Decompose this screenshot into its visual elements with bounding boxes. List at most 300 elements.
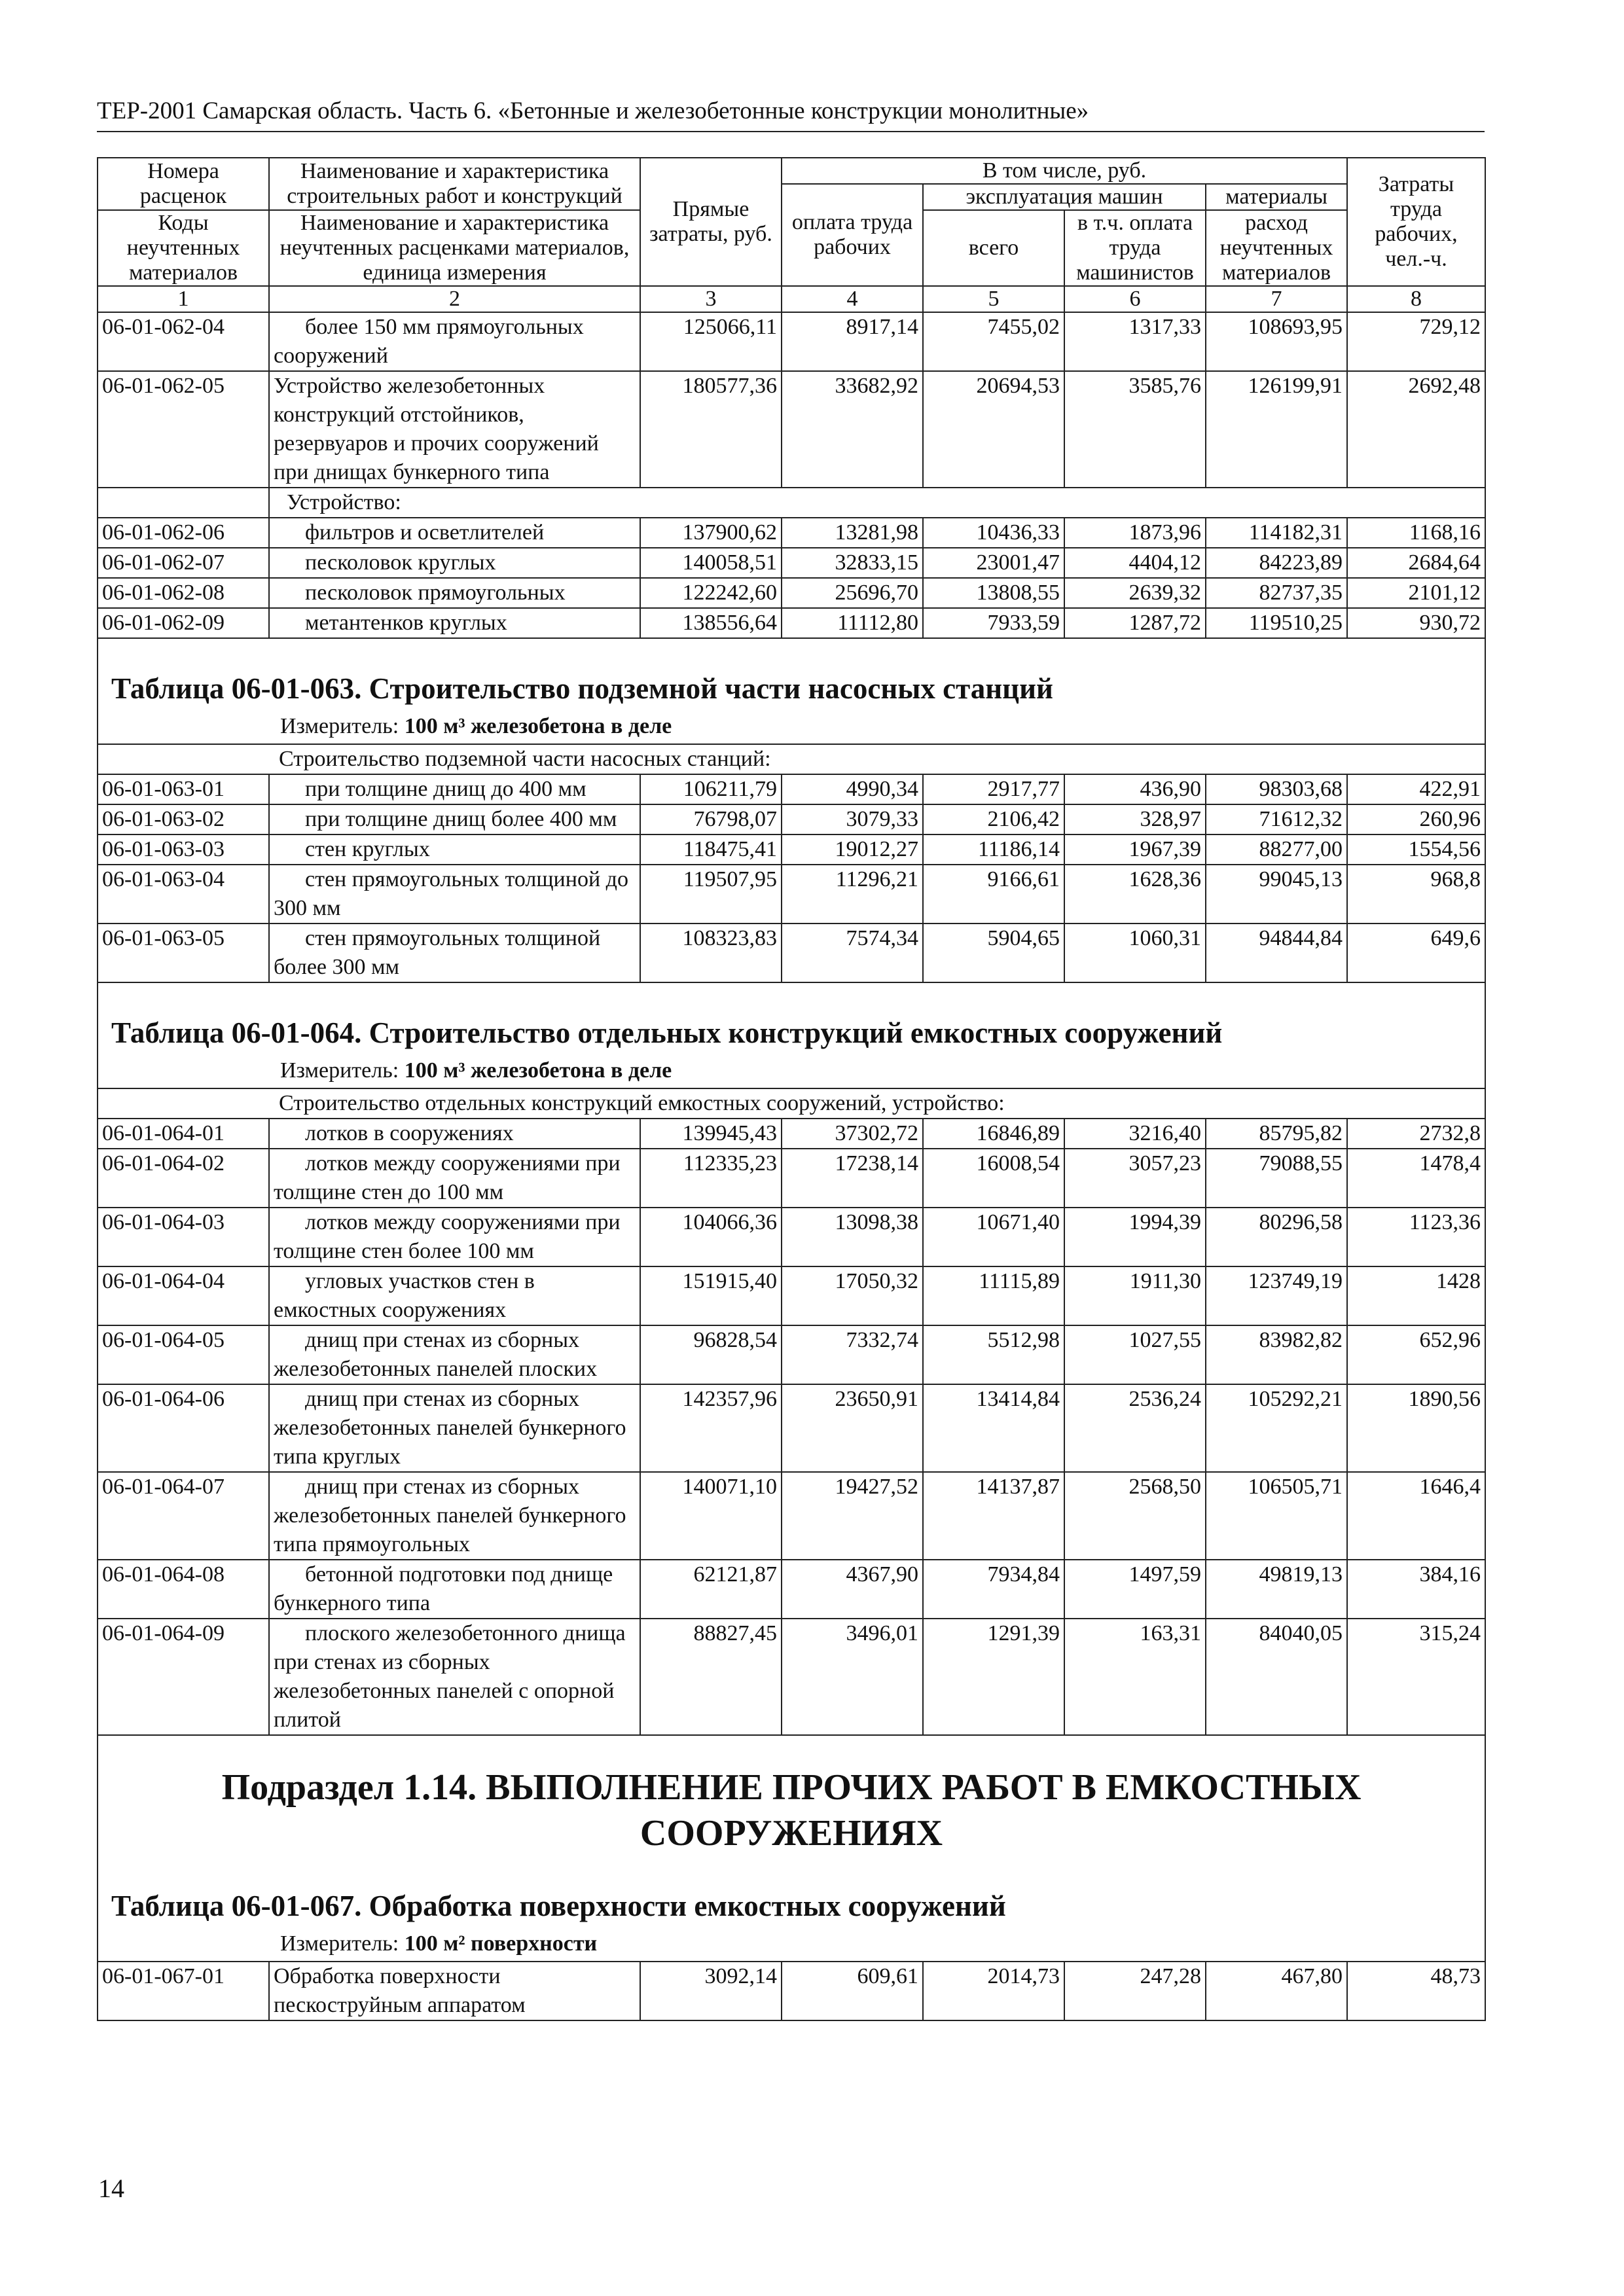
unit-label: Измеритель: bbox=[280, 1058, 399, 1083]
col-operator-pay: в т.ч. оплата труда машинистов bbox=[1064, 210, 1206, 286]
work-description bbox=[269, 1560, 640, 1619]
machines-total-value-text: 23001,47 bbox=[976, 550, 1060, 575]
operator-pay-value bbox=[1064, 312, 1206, 371]
machines-total-value-text: 13414,84 bbox=[976, 1387, 1060, 1411]
operator-pay-value-text: 436,90 bbox=[1140, 777, 1201, 801]
work-description-text: плоского железобетонного днища при стенах из сборных железобетонных панелей с опорной плитой bbox=[274, 1621, 626, 1732]
table-row bbox=[98, 518, 1485, 548]
section-label: Строительство подземной части насосных станций: bbox=[279, 747, 771, 771]
section-label: Строительство отдельных конструкций емкостных сооружений, устройство: bbox=[279, 1091, 1005, 1115]
materials-value bbox=[1206, 1149, 1347, 1208]
direct-costs-value bbox=[640, 865, 782, 924]
rate-code-text: 06-01-063-04 bbox=[102, 867, 225, 891]
operator-pay-value-text: 1967,39 bbox=[1128, 837, 1201, 861]
materials-value-text: 49819,13 bbox=[1259, 1562, 1343, 1587]
materials-value-text: 84040,05 bbox=[1259, 1621, 1343, 1645]
materials-value-text: 119510,25 bbox=[1248, 611, 1343, 635]
table-067-unit bbox=[98, 1929, 1485, 1961]
block-062-rows-b bbox=[98, 518, 1485, 638]
direct-costs-value-text: 96828,54 bbox=[693, 1328, 777, 1352]
work-description-text: угловых участков стен в емкостных сооружениях bbox=[274, 1269, 535, 1322]
table-row bbox=[98, 548, 1485, 578]
rate-code-text: 06-01-062-07 bbox=[102, 550, 225, 575]
rate-code-text: 06-01-062-09 bbox=[102, 611, 225, 635]
table-063-rows bbox=[98, 774, 1485, 982]
work-description bbox=[269, 578, 640, 608]
running-header: ТЕР-2001 Самарская область. Часть 6. «Бетонные и железобетонные конструкции монолитные» bbox=[97, 98, 1089, 124]
operator-pay-value bbox=[1064, 1325, 1206, 1384]
column-number: 4 bbox=[782, 286, 923, 312]
materials-value-text: 126199,91 bbox=[1248, 374, 1343, 398]
col-machines: эксплуатация машин bbox=[923, 184, 1206, 210]
direct-costs-value-text: 142357,96 bbox=[682, 1387, 777, 1411]
rate-code-text: 06-01-064-05 bbox=[102, 1328, 225, 1352]
work-description bbox=[269, 548, 640, 578]
col-unaccounted-materials: расход неучтенных материалов bbox=[1206, 210, 1347, 286]
worker-pay-value-text: 32833,15 bbox=[835, 550, 918, 575]
worker-pay-value bbox=[782, 804, 923, 834]
worker-pay-value bbox=[782, 312, 923, 371]
rate-code-text: 06-01-063-02 bbox=[102, 807, 225, 831]
column-numbers-row bbox=[98, 286, 1485, 312]
column-number: 1 bbox=[98, 286, 269, 312]
col-material-codes: Коды неучтенных материалов bbox=[98, 210, 269, 286]
table-063-section bbox=[98, 744, 1485, 774]
worker-pay-value-text: 609,61 bbox=[857, 1964, 918, 1988]
machines-total-value-text: 5904,65 bbox=[987, 926, 1060, 950]
worker-pay-value bbox=[782, 548, 923, 578]
group-label-text: Устройство: bbox=[287, 490, 401, 514]
table-row bbox=[98, 834, 1485, 865]
labor-hours-value bbox=[1347, 578, 1485, 608]
rate-code-text: 06-01-064-06 bbox=[102, 1387, 225, 1411]
block-062-rows-a bbox=[98, 312, 1485, 488]
labor-hours-value bbox=[1347, 1266, 1485, 1325]
labor-hours-value bbox=[1347, 1119, 1485, 1149]
labor-hours-value-text: 260,96 bbox=[1419, 807, 1481, 831]
operator-pay-value-text: 1628,36 bbox=[1128, 867, 1201, 891]
materials-value-text: 80296,58 bbox=[1259, 1210, 1343, 1234]
materials-value-text: 85795,82 bbox=[1259, 1121, 1343, 1145]
machines-total-value bbox=[923, 1619, 1064, 1735]
direct-costs-value bbox=[640, 924, 782, 982]
column-number: 6 bbox=[1064, 286, 1206, 312]
worker-pay-value-text: 8917,14 bbox=[846, 315, 918, 339]
rate-code bbox=[98, 1149, 269, 1208]
work-description-text: песколовок прямоугольных bbox=[305, 581, 566, 605]
direct-costs-value-text: 122242,60 bbox=[682, 581, 777, 605]
materials-value bbox=[1206, 1384, 1347, 1472]
table-064-title: Таблица 06-01-064. Строительство отдельных конструкций емкостных сооружений bbox=[111, 1016, 1223, 1049]
rate-code bbox=[98, 1119, 269, 1149]
unit-value: 100 м² поверхности bbox=[404, 1931, 598, 1956]
operator-pay-value-text: 3057,23 bbox=[1128, 1151, 1201, 1175]
direct-costs-value bbox=[640, 1266, 782, 1325]
operator-pay-value bbox=[1064, 1619, 1206, 1735]
labor-hours-value-text: 1890,56 bbox=[1408, 1387, 1481, 1411]
rate-code bbox=[98, 1266, 269, 1325]
column-number: 5 bbox=[923, 286, 1064, 312]
machines-total-value bbox=[923, 1266, 1064, 1325]
materials-value bbox=[1206, 1560, 1347, 1619]
rate-code-text: 06-01-063-05 bbox=[102, 926, 225, 950]
col-machines-total: всего bbox=[923, 210, 1064, 286]
direct-costs-value bbox=[640, 371, 782, 488]
direct-costs-value bbox=[640, 1962, 782, 2020]
direct-costs-value bbox=[640, 578, 782, 608]
table-row bbox=[98, 924, 1485, 982]
worker-pay-value bbox=[782, 1149, 923, 1208]
labor-hours-value bbox=[1347, 1472, 1485, 1560]
col-material-names: Наименование и характеристика неучтенных расценками материалов, единица измерения bbox=[269, 210, 640, 286]
direct-costs-value-text: 112335,23 bbox=[683, 1151, 777, 1175]
worker-pay-value-text: 25696,70 bbox=[835, 581, 918, 605]
machines-total-value bbox=[923, 1962, 1064, 2020]
operator-pay-value-text: 3585,76 bbox=[1128, 374, 1201, 398]
work-description bbox=[269, 1962, 640, 2020]
labor-hours-value bbox=[1347, 371, 1485, 488]
worker-pay-value-text: 4367,90 bbox=[846, 1562, 918, 1587]
table-064-title-block bbox=[98, 982, 1485, 1088]
worker-pay-value-text: 19012,27 bbox=[835, 837, 918, 861]
direct-costs-value-text: 76798,07 bbox=[693, 807, 777, 831]
materials-value-text: 98303,68 bbox=[1259, 777, 1343, 801]
work-description bbox=[269, 1208, 640, 1266]
machines-total-value-text: 5512,98 bbox=[987, 1328, 1060, 1352]
materials-value bbox=[1206, 608, 1347, 638]
machines-total-value-text: 14137,87 bbox=[976, 1475, 1060, 1499]
work-description bbox=[269, 804, 640, 834]
work-description bbox=[269, 1619, 640, 1735]
table-row bbox=[98, 1208, 1485, 1266]
operator-pay-value-text: 1287,72 bbox=[1128, 611, 1201, 635]
table-row bbox=[98, 1619, 1485, 1735]
materials-value-text: 105292,21 bbox=[1248, 1387, 1343, 1411]
operator-pay-value-text: 1911,30 bbox=[1129, 1269, 1201, 1293]
rate-code bbox=[98, 1472, 269, 1560]
operator-pay-value bbox=[1064, 1384, 1206, 1472]
table-067-title: Таблица 06-01-067. Обработка поверхности емкостных сооружений bbox=[111, 1890, 1006, 1922]
machines-total-value bbox=[923, 804, 1064, 834]
rate-code-text: 06-01-063-03 bbox=[102, 837, 225, 861]
rate-code bbox=[98, 608, 269, 638]
work-description bbox=[269, 518, 640, 548]
machines-total-value bbox=[923, 1384, 1064, 1472]
machines-total-value-text: 2917,77 bbox=[987, 777, 1060, 801]
worker-pay-value-text: 7332,74 bbox=[846, 1328, 918, 1352]
machines-total-value bbox=[923, 1560, 1064, 1619]
table-row bbox=[98, 1560, 1485, 1619]
table-064-heading bbox=[98, 982, 1485, 1119]
rate-code-text: 06-01-062-06 bbox=[102, 520, 225, 545]
worker-pay-value bbox=[782, 371, 923, 488]
group-label bbox=[269, 488, 1485, 518]
worker-pay-value bbox=[782, 1472, 923, 1560]
work-description-text: лотков между сооружениями при толщине стен более 100 мм bbox=[274, 1210, 621, 1263]
unit-value: 100 м³ железобетона в деле bbox=[404, 714, 672, 738]
direct-costs-value-text: 108323,83 bbox=[682, 926, 777, 950]
rate-code bbox=[98, 1560, 269, 1619]
labor-hours-value bbox=[1347, 1560, 1485, 1619]
operator-pay-value-text: 247,28 bbox=[1140, 1964, 1201, 1988]
machines-total-value bbox=[923, 1119, 1064, 1149]
labor-hours-value-text: 968,8 bbox=[1430, 867, 1481, 891]
rate-code-text: 06-01-067-01 bbox=[102, 1964, 225, 1988]
machines-total-value bbox=[923, 1208, 1064, 1266]
labor-hours-value-text: 1554,56 bbox=[1408, 837, 1481, 861]
rate-code bbox=[98, 548, 269, 578]
labor-hours-value-text: 48,73 bbox=[1430, 1964, 1481, 1988]
table-row bbox=[98, 1325, 1485, 1384]
labor-hours-value bbox=[1347, 924, 1485, 982]
labor-hours-value-text: 2684,64 bbox=[1408, 550, 1481, 575]
materials-value-text: 79088,55 bbox=[1259, 1151, 1343, 1175]
operator-pay-value-text: 1027,55 bbox=[1128, 1328, 1201, 1352]
worker-pay-value-text: 11112,80 bbox=[837, 611, 918, 635]
worker-pay-value-text: 17050,32 bbox=[835, 1269, 918, 1293]
machines-total-value-text: 11115,89 bbox=[979, 1269, 1060, 1293]
worker-pay-value-text: 23650,91 bbox=[835, 1387, 918, 1411]
operator-pay-value bbox=[1064, 1472, 1206, 1560]
direct-costs-value bbox=[640, 834, 782, 865]
operator-pay-value bbox=[1064, 834, 1206, 865]
materials-value bbox=[1206, 924, 1347, 982]
machines-total-value bbox=[923, 548, 1064, 578]
materials-value-text: 83982,82 bbox=[1259, 1328, 1343, 1352]
worker-pay-value bbox=[782, 1325, 923, 1384]
work-description bbox=[269, 608, 640, 638]
direct-costs-value bbox=[640, 608, 782, 638]
column-number: 8 bbox=[1347, 286, 1485, 312]
group-row-code bbox=[98, 488, 269, 518]
col-worker-pay: оплата труда рабочих bbox=[782, 184, 923, 286]
worker-pay-value bbox=[782, 1119, 923, 1149]
col-materials: материалы bbox=[1206, 184, 1347, 210]
machines-total-value-text: 7934,84 bbox=[987, 1562, 1060, 1587]
work-description bbox=[269, 774, 640, 804]
work-description-text: стен круглых bbox=[305, 837, 430, 861]
unit-value: 100 м³ железобетона в деле bbox=[404, 1058, 672, 1083]
machines-total-value-text: 20694,53 bbox=[976, 374, 1060, 398]
table-header bbox=[98, 158, 1485, 312]
machines-total-value bbox=[923, 774, 1064, 804]
operator-pay-value-text: 1994,39 bbox=[1128, 1210, 1201, 1234]
machines-total-value bbox=[923, 924, 1064, 982]
page-number: 14 bbox=[98, 2174, 124, 2203]
table-row bbox=[98, 804, 1485, 834]
materials-value bbox=[1206, 1325, 1347, 1384]
table-063-heading bbox=[98, 638, 1485, 774]
materials-value-text: 114182,31 bbox=[1248, 520, 1343, 545]
materials-value bbox=[1206, 834, 1347, 865]
rate-code bbox=[98, 834, 269, 865]
rate-code bbox=[98, 1962, 269, 2020]
direct-costs-value-text: 140058,51 bbox=[682, 550, 777, 575]
operator-pay-value bbox=[1064, 1119, 1206, 1149]
worker-pay-value bbox=[782, 1266, 923, 1325]
materials-value bbox=[1206, 1119, 1347, 1149]
work-description bbox=[269, 924, 640, 982]
table-064-rows bbox=[98, 1119, 1485, 1735]
rate-code-text: 06-01-062-05 bbox=[102, 374, 225, 398]
table-067-rows bbox=[98, 1962, 1485, 2020]
work-description-text: более 150 мм прямоугольных сооружений bbox=[274, 315, 584, 368]
table-row bbox=[98, 608, 1485, 638]
table-row bbox=[98, 1384, 1485, 1472]
materials-value-text: 71612,32 bbox=[1259, 807, 1343, 831]
worker-pay-value bbox=[782, 834, 923, 865]
work-description bbox=[269, 865, 640, 924]
direct-costs-value-text: 139945,43 bbox=[682, 1121, 777, 1145]
labor-hours-value bbox=[1347, 1208, 1485, 1266]
operator-pay-value bbox=[1064, 1149, 1206, 1208]
worker-pay-value bbox=[782, 924, 923, 982]
work-description bbox=[269, 371, 640, 488]
materials-value-text: 99045,13 bbox=[1259, 867, 1343, 891]
machines-total-value-text: 13808,55 bbox=[976, 581, 1060, 605]
materials-value-text: 123749,19 bbox=[1248, 1269, 1343, 1293]
rate-code bbox=[98, 774, 269, 804]
worker-pay-value-text: 13281,98 bbox=[835, 520, 918, 545]
work-description-text: днищ при стенах из сборных железобетонных панелей бункерного типа прямоугольных bbox=[274, 1475, 626, 1556]
labor-hours-value bbox=[1347, 804, 1485, 834]
table-row bbox=[98, 1266, 1485, 1325]
materials-value-text: 84223,89 bbox=[1259, 550, 1343, 575]
materials-value-text: 106505,71 bbox=[1248, 1475, 1343, 1499]
operator-pay-value-text: 1060,31 bbox=[1128, 926, 1201, 950]
work-description-text: днищ при стенах из сборных железобетонных панелей бункерного типа круглых bbox=[274, 1387, 626, 1469]
table-row bbox=[98, 1962, 1485, 2020]
worker-pay-value-text: 17238,14 bbox=[835, 1151, 918, 1175]
direct-costs-value-text: 104066,36 bbox=[682, 1210, 777, 1234]
table-064-section bbox=[98, 1088, 1485, 1119]
labor-hours-value-text: 315,24 bbox=[1419, 1621, 1481, 1645]
rate-code-text: 06-01-064-07 bbox=[102, 1475, 225, 1499]
work-description bbox=[269, 1266, 640, 1325]
labor-hours-value-text: 729,12 bbox=[1419, 315, 1481, 339]
labor-hours-value bbox=[1347, 312, 1485, 371]
work-description-text: стен прямоугольных толщиной более 300 мм bbox=[274, 926, 601, 979]
work-description-text: Устройство железобетонных конструкций отстойников, резервуаров и прочих сооружений при днищах бункерного типа bbox=[274, 374, 599, 484]
rate-code-text: 06-01-064-01 bbox=[102, 1121, 225, 1145]
materials-value-text: 467,80 bbox=[1281, 1964, 1343, 1988]
work-description-text: днищ при стенах из сборных железобетонных панелей плоских bbox=[274, 1328, 598, 1381]
subsection-and-table-067-heading bbox=[98, 1735, 1485, 1962]
subsection-title-block bbox=[98, 1735, 1485, 1962]
table-row bbox=[98, 578, 1485, 608]
materials-value bbox=[1206, 518, 1347, 548]
work-description-text: лотков в сооружениях bbox=[305, 1121, 514, 1145]
labor-hours-value-text: 1168,16 bbox=[1409, 520, 1481, 545]
col-including: В том числе, руб. bbox=[782, 158, 1347, 184]
worker-pay-value bbox=[782, 865, 923, 924]
work-description bbox=[269, 1325, 640, 1384]
operator-pay-value-text: 2639,32 bbox=[1128, 581, 1201, 605]
direct-costs-value bbox=[640, 312, 782, 371]
work-description-text: метантенков круглых bbox=[305, 611, 507, 635]
table-row bbox=[98, 1472, 1485, 1560]
direct-costs-value bbox=[640, 774, 782, 804]
operator-pay-value bbox=[1064, 1266, 1206, 1325]
direct-costs-value bbox=[640, 1384, 782, 1472]
machines-total-value-text: 10671,40 bbox=[976, 1210, 1060, 1234]
direct-costs-value bbox=[640, 804, 782, 834]
table-row bbox=[98, 312, 1485, 371]
machines-total-value bbox=[923, 1472, 1064, 1560]
worker-pay-value-text: 19427,52 bbox=[835, 1475, 918, 1499]
machines-total-value bbox=[923, 1149, 1064, 1208]
work-description-text: стен прямоугольных толщиной до 300 мм bbox=[274, 867, 628, 920]
worker-pay-value bbox=[782, 1619, 923, 1735]
block-062-group bbox=[98, 488, 1485, 518]
direct-costs-value-text: 140071,10 bbox=[682, 1475, 777, 1499]
table-063-title: Таблица 06-01-063. Строительство подземной части насосных станций bbox=[111, 672, 1053, 705]
operator-pay-value-text: 2568,50 bbox=[1128, 1475, 1201, 1499]
operator-pay-value-text: 163,31 bbox=[1140, 1621, 1201, 1645]
operator-pay-value bbox=[1064, 924, 1206, 982]
rates-table bbox=[97, 157, 1486, 2021]
labor-hours-value-text: 1123,36 bbox=[1409, 1210, 1481, 1234]
machines-total-value bbox=[923, 518, 1064, 548]
labor-hours-value bbox=[1347, 1384, 1485, 1472]
labor-hours-value-text: 649,6 bbox=[1430, 926, 1481, 950]
labor-hours-value-text: 384,16 bbox=[1419, 1562, 1481, 1587]
materials-value bbox=[1206, 578, 1347, 608]
machines-total-value bbox=[923, 312, 1064, 371]
labor-hours-value bbox=[1347, 548, 1485, 578]
col-rate-numbers: Номера расценок bbox=[98, 158, 269, 210]
operator-pay-value bbox=[1064, 774, 1206, 804]
rate-code-text: 06-01-064-09 bbox=[102, 1621, 225, 1645]
direct-costs-value-text: 3092,14 bbox=[704, 1964, 777, 1988]
direct-costs-value-text: 62121,87 bbox=[693, 1562, 777, 1587]
direct-costs-value-text: 106211,79 bbox=[683, 777, 777, 801]
table-row bbox=[98, 1119, 1485, 1149]
labor-hours-value-text: 2101,12 bbox=[1408, 581, 1481, 605]
labor-hours-value-text: 652,96 bbox=[1419, 1328, 1481, 1352]
worker-pay-value-text: 37302,72 bbox=[835, 1121, 918, 1145]
materials-value bbox=[1206, 1962, 1347, 2020]
rate-code bbox=[98, 924, 269, 982]
operator-pay-value bbox=[1064, 804, 1206, 834]
rate-code bbox=[98, 518, 269, 548]
column-number: 3 bbox=[640, 286, 782, 312]
col-work-name: Наименование и характеристика строительных работ и конструкций bbox=[269, 158, 640, 210]
col-direct-costs: Прямые затраты, руб. bbox=[640, 158, 782, 286]
labor-hours-value-text: 2692,48 bbox=[1408, 374, 1481, 398]
worker-pay-value-text: 13098,38 bbox=[835, 1210, 918, 1234]
work-description-text: песколовок круглых bbox=[305, 550, 496, 575]
labor-hours-value-text: 2732,8 bbox=[1419, 1121, 1481, 1145]
machines-total-value bbox=[923, 1325, 1064, 1384]
labor-hours-value bbox=[1347, 1325, 1485, 1384]
materials-value bbox=[1206, 1472, 1347, 1560]
machines-total-value-text: 2014,73 bbox=[987, 1964, 1060, 1988]
worker-pay-value bbox=[782, 1208, 923, 1266]
labor-hours-value-text: 1428 bbox=[1436, 1269, 1481, 1293]
work-description-text: лотков между сооружениями при толщине стен до 100 мм bbox=[274, 1151, 621, 1204]
operator-pay-value-text: 4404,12 bbox=[1128, 550, 1201, 575]
machines-total-value bbox=[923, 578, 1064, 608]
worker-pay-value-text: 7574,34 bbox=[846, 926, 918, 950]
machines-total-value-text: 2106,42 bbox=[987, 807, 1060, 831]
labor-hours-value-text: 1478,4 bbox=[1419, 1151, 1481, 1175]
machines-total-value bbox=[923, 371, 1064, 488]
machines-total-value-text: 1291,39 bbox=[987, 1621, 1060, 1645]
labor-hours-value-text: 1646,4 bbox=[1419, 1475, 1481, 1499]
worker-pay-value bbox=[782, 578, 923, 608]
work-description-text: при толщине днищ до 400 мм bbox=[305, 777, 586, 801]
